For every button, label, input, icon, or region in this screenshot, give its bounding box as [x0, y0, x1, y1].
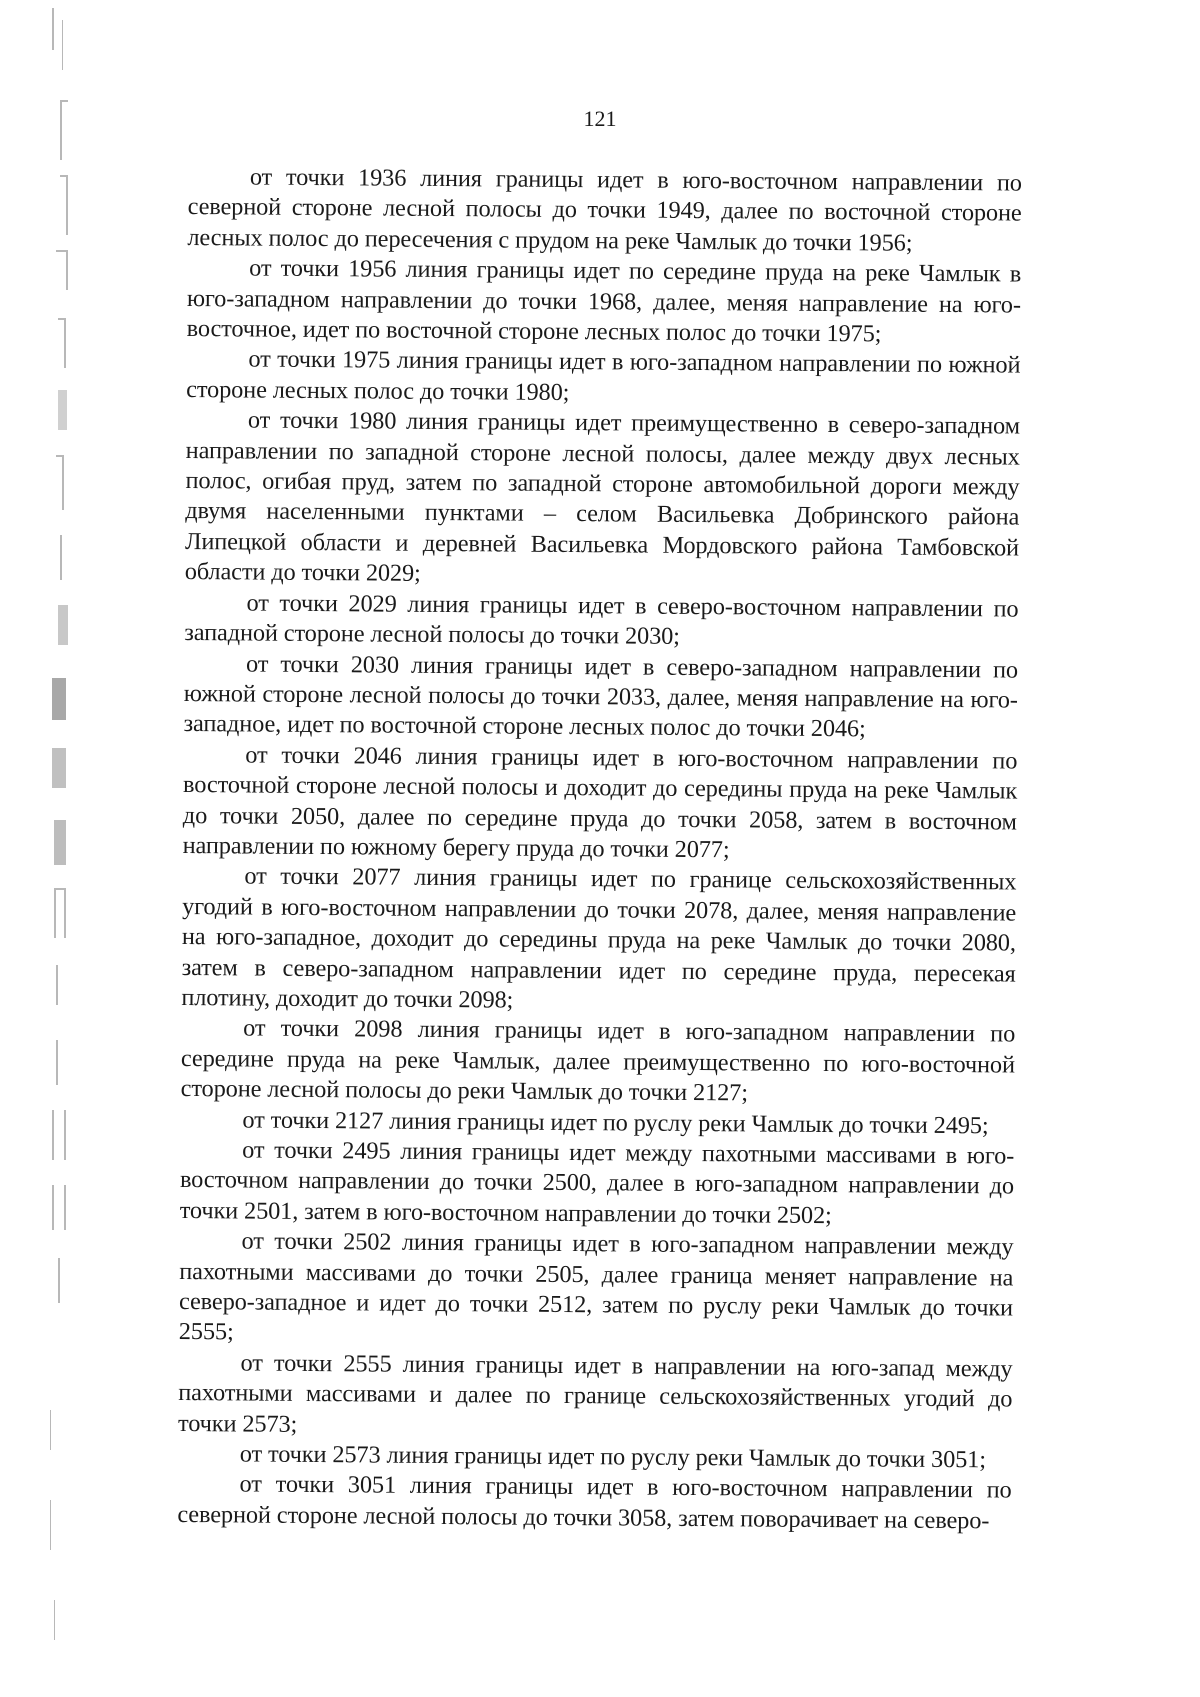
- paragraph-point-2029: от точки 2029 линия границы идет в северо-восточном направлении по западной стороне лесной полосы до точки 2030;: [184, 589, 1019, 650]
- paragraph-point-2573: от точки 2573 линия границы идет по руслу реки Чамлык до точки 3051;: [239, 1440, 987, 1474]
- paragraph-point-2127: от точки 2127 линия границы идет по руслу реки Чамлык до точки 2495;: [242, 1106, 989, 1139]
- document-body: [177, 162, 1022, 1537]
- paragraph-point-1936: от точки 1936 линия границы идет в юго-восточном направлении по северной стороне лесной полосы до точки 1949, далее по восточной стороне лесных полос до пересечения с прудом на реке Чамлык до точки 1956;: [187, 163, 1022, 257]
- paragraph-point-2046: от точки 2046 линия границы идет в юго-восточном направлении по восточной стороне лесной полосы и доходит до середины пруда на реке Чамлык до точки 2050, далее по середине пруда до точки 2058, затем в восточном направлении по южному берегу пруда до точки 2077;: [182, 741, 1018, 864]
- scan-binding-edge: [0, 0, 90, 1697]
- paragraph-point-2030: от точки 2030 линия границы идет в северо-западном направлении по южной стороне лесной полосы до точки 2033, далее, меняя направление на юго-западное, идет по восточной стороне лесных полос до точки 2046;: [183, 649, 1019, 743]
- paragraph-point-1980: от точки 1980 линия границы идет преимущественно в северо-западном направлении по западной стороне лесной полосы, далее между двух лесных полос, огибая пруд, затем по западной стороне автомобильной дороги между двумя населенными пунктами – селом Васильевка Добринского района Липецкой области и деревней Васильевка Мордовского района Тамбовской области до точки 2029;: [184, 406, 1021, 588]
- paragraph-point-2077: от точки 2077 линия границы идет по границе сельскохозяйственных угодий в юго-восточном направлении до точки 2078, далее, меняя направление на юго-западное, доходит до середины пруда на реке Чамлык до точки 2080, затем в северо-западном направлении идет по середине пруда, пересекая плотину, доходит до точки 2098;: [181, 862, 1017, 1014]
- paragraph-point-2495: от точки 2495 линия границы идет между пахотными массивами в юго-восточном направлении до точки 2500, далее в юго-западном направлении до точки 2501, затем в юго-восточном направлении до точки 2502;: [179, 1136, 1015, 1229]
- paragraph-point-1975: от точки 1975 линия границы идет в юго-западном направлении по южной стороне лесных полос до точки 1980;: [186, 345, 1021, 406]
- paragraph-point-2098: от точки 2098 линия границы идет в юго-западном направлении по середине пруда на реке Чамлык, далее преимущественно по юго-восточной стороне лесной полосы до реки Чамлык до точки 2127;: [180, 1014, 1016, 1107]
- paragraph-point-3051: от точки 3051 линия границы идет в юго-восточном направлении по северной стороне лесной полосы до точки 3058, затем поворачивает на северо-: [177, 1470, 1012, 1535]
- page-number: 121: [583, 106, 617, 131]
- paragraph-point-2555: от точки 2555 линия границы идет в направлении на юго-запад между пахотными массивами и далее по границе сельскохозяйственных угодий до точки 2573;: [177, 1349, 1013, 1438]
- paragraph-point-1956: от точки 1956 линия границы идет по середине пруда на реке Чамлык в юго-западном направлении до точки 1968, далее, меняя направление на юго-восточное, идет по восточной стороне лесных полос до точки 1975;: [186, 254, 1022, 348]
- paragraph-point-2502: от точки 2502 линия границы идет в юго-западном направлении между пахотными массивами до точки 2505, далее граница меняет направление на северо-западное и идет до точки 2512, затем по руслу реки Чамлык до точки 2555;: [178, 1227, 1014, 1346]
